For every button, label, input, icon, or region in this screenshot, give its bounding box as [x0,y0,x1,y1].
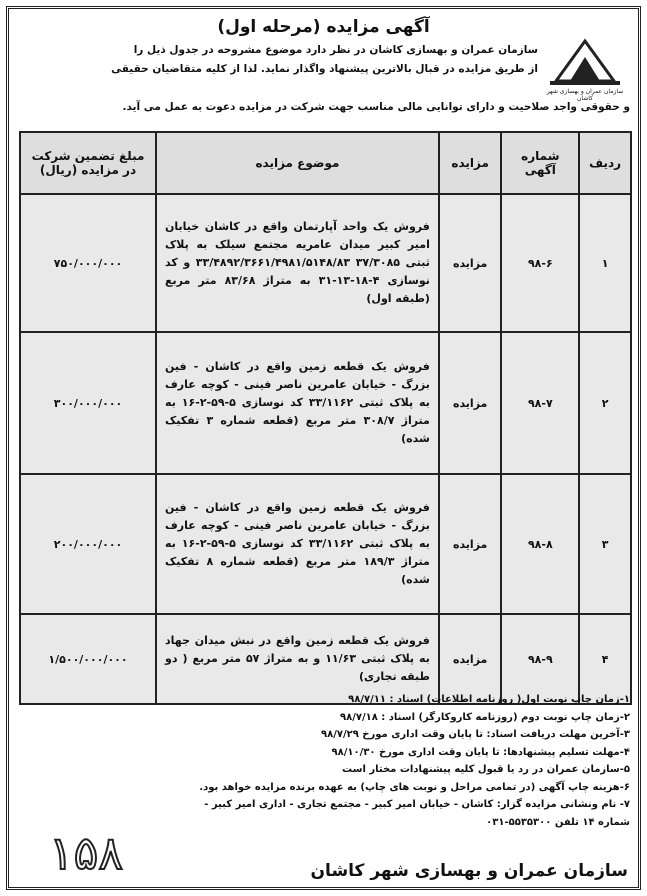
handwritten-stamp-code [31,821,141,883]
cell-row-number: ۲ [579,332,631,474]
notes-list [15,691,630,831]
cell-subject: فروش یک قطعه زمین واقع در نبش میدان جهاد به پلاک ثبتی ۱۱/۶۳ و به متراژ ۵۷ متر مربع ( دو طبقه تجاری) [156,614,439,704]
note-item: شماره ۱۴ تلفن ۵۵۳۵۳۰۰-۰۳۱ [486,816,630,828]
cell-subject: فروش یک قطعه زمین واقع در کاشان - فین بزرگ - خیابان عامرین ناصر فینی - کوچه عارف به پلاک ثبتی ۳۳/۱۱۶۲ کد نوسازی ۵-۵۹-۲-۱۶ به متراژ ۱۸۹/۳ متر مربع (قطعه شماره ۸ تفکیک شده) [156,474,439,614]
auction-table [19,131,632,705]
stamp-code-text: ۱۵۸ [48,826,124,880]
cell-auction: مزایده [439,194,502,332]
table-row [20,474,631,614]
logo-caption: سازمان عمران و بهسازی شهر کاشان [546,88,624,102]
footer-organization-name: سازمان عمران و بهسازی شهر کاشان [310,861,628,881]
cell-auction: مزایده [439,332,502,474]
cell-row-number: ۴ [579,614,631,704]
cell-subject: فروش یک واحد آپارتمان واقع در کاشان خیابان امیر کبیر میدان عامریه مجتمع سیلک به پلاک ثبتی ۳۷/۳۰۸۵ ۳۳/۴۸۹۲/۳۶۶۱/۴۹۸۱/۵۱۴۸/۸۳ و کد نوسازی ۴-۱۸-۱۳-۳۱ به متراژ ۸۳/۶۸ متر مربع (طبقه اول) [156,194,439,332]
cell-ad-number: ۹۸-۹ [501,614,579,704]
cell-ad-number: ۹۸-۷ [501,332,579,474]
note-item: ۲-زمان چاپ نوبت دوم (روزنامه کاروکارگر) اسناد : ۹۸/۷/۱۸ [339,711,630,723]
intro-line: و حقوقی واجد صلاحیت و دارای توانایی مالی مناسب جهت شرکت در مزایده دعوت به عمل می آید. [122,101,630,113]
table-row [20,194,631,332]
cell-deposit: ۷۵۰/۰۰۰/۰۰۰ [20,194,156,332]
note-item: ۵-سازمان عمران در رد یا قبول کلیه پیشنهادات مختار است [342,764,630,775]
header-row-number: ردیف [579,132,631,194]
note-item: ۶-هزینه چاپ آگهی (در تمامی مراحل و نوبت های چاپ) به عهده برنده مزایده خواهد بود. [199,781,630,793]
advertisement-page [6,6,641,890]
cell-ad-number: ۹۸-۸ [501,474,579,614]
note-item: ۳-آخرین مهلت دریافت اسناد: تا پایان وقت اداری مورخ ۹۸/۷/۲۹ [320,729,630,740]
cell-row-number: ۳ [579,474,631,614]
cell-deposit: ۱/۵۰۰/۰۰۰/۰۰۰ [20,614,156,704]
intro-line: از طریق مزایده در قبال بالاترین پیشنهاد واگذار نماید. لذا از کلیه متقاضیان حقیقی [111,63,538,75]
cell-row-number: ۱ [579,194,631,332]
header-subject: موضوع مزایده [156,132,439,194]
table-header-row [20,132,631,194]
page-title: آگهی مزایده (مرحله اول) [217,17,430,37]
cell-deposit: ۳۰۰/۰۰۰/۰۰۰ [20,332,156,474]
cell-auction: مزایده [439,474,502,614]
header-auction: مزایده [439,132,502,194]
intro-text [15,41,538,79]
cell-ad-number: ۹۸-۶ [501,194,579,332]
header-deposit: مبلغ تضمین شرکت در مزایده (ریال) [20,132,156,194]
cell-subject: فروش یک قطعه زمین واقع در کاشان - فین بزرگ - خیابان عامرین ناصر فینی - کوچه عارف به پلاک ثبتی ۳۳/۱۱۶۲ کد نوسازی ۵-۵۹-۲-۱۶ به متراژ ۳۰۸/۷ متر مربع (قطعه شماره ۳ تفکیک شده) [156,332,439,474]
cell-auction: مزایده [439,614,502,704]
note-item: ۴-مهلت تسلیم پیشنهادها: تا پایان وقت اداری مورخ ۹۸/۱۰/۳۰ [331,746,630,758]
intro-line: سازمان عمران و بهسازی کاشان در نظر دارد موضوع مشروحه در جدول ذیل را [133,44,538,56]
header-ad-number: شماره آگهی [501,132,579,194]
cell-deposit: ۲۰۰/۰۰۰/۰۰۰ [20,474,156,614]
organization-logo [546,35,624,87]
note-item: ۱-زمان چاپ نوبت اول( روزنامه اطلاعات) اسناد : ۹۸/۷/۱۱ [348,694,630,705]
table-row [20,332,631,474]
header [9,13,638,125]
note-item: ۷- نام ونشانی مزایده گزار: کاشان - خیابان امیر کبیر - مجتمع تجاری - اداری امیر کبیر - [204,799,630,810]
